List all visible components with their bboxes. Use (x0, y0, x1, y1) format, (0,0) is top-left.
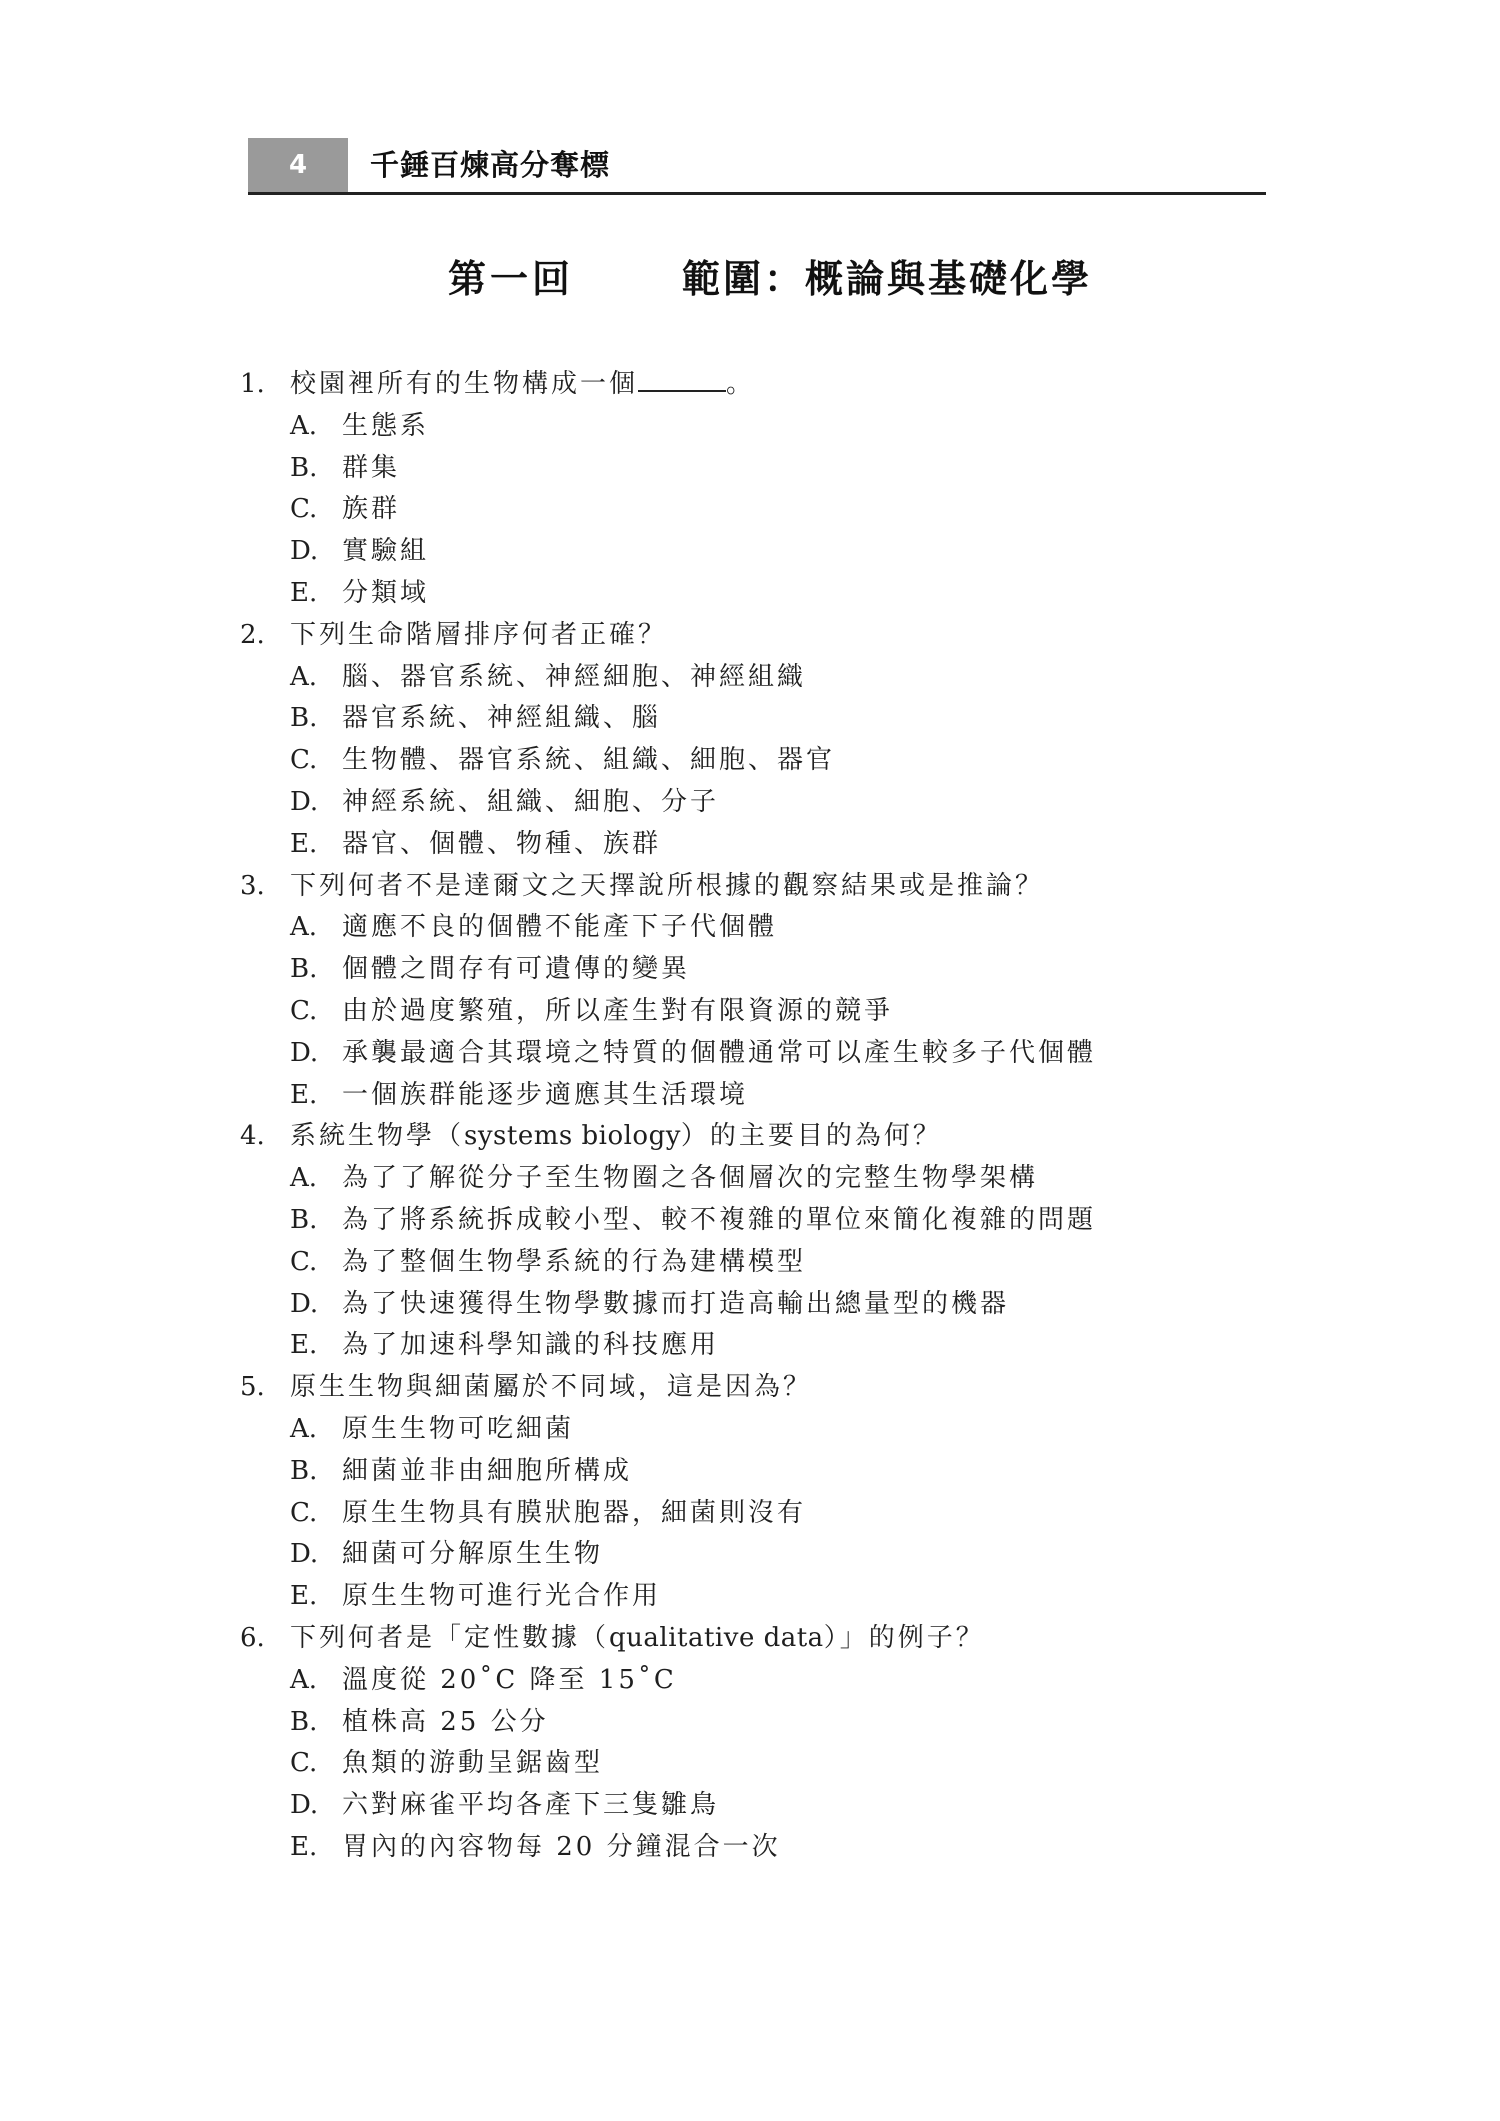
option-text: 承襲最適合其環境之特質的個體通常可以產生較多子代個體 (342, 1037, 1097, 1068)
option-d (240, 782, 1260, 824)
option-letter: C. (290, 1497, 318, 1528)
option-text: 植株高 25 公分 (342, 1706, 549, 1737)
option-text: 溫度從 20˚C 降至 15˚C (342, 1664, 677, 1695)
option-text: 器官、個體、物種、族群 (342, 828, 662, 859)
question-1 (240, 364, 1260, 615)
stem-text: 校園裡所有的生物構成一個 (290, 369, 639, 399)
fill-in-blank (638, 364, 726, 392)
running-header (248, 138, 1266, 192)
option-e (240, 1576, 1260, 1618)
question-stem (240, 866, 1260, 908)
question-4 (240, 1116, 1260, 1367)
option-letter: A. (290, 1163, 318, 1194)
option-text: 個體之間存有可遺傳的變異 (342, 954, 691, 985)
option-letter: A. (290, 1413, 318, 1444)
option-d (240, 1785, 1260, 1827)
question-3 (240, 866, 1260, 1117)
option-text: 神經系統、組織、細胞、分子 (342, 786, 720, 817)
question-list (240, 364, 1260, 1869)
header-rule (248, 192, 1266, 195)
question-5 (240, 1367, 1260, 1618)
option-letter: E. (290, 577, 318, 608)
question-stem (240, 1116, 1260, 1158)
option-c (240, 489, 1260, 531)
stem-latin-term: qualitative data (609, 1622, 824, 1653)
option-letter: D. (290, 1790, 319, 1821)
page-number: 4 (248, 138, 348, 192)
stem-text-end: ）的主要目的為何？ (680, 1121, 942, 1152)
option-letter: D. (290, 1288, 319, 1319)
option-letter: B. (290, 1706, 318, 1737)
option-letter: C. (290, 494, 318, 525)
stem-text: 系統生物學（ (290, 1121, 465, 1152)
stem-text: 下列何者是「定性數據（ (290, 1622, 610, 1653)
question-number: 2. (240, 619, 265, 650)
option-text: 腦、器官系統、神經細胞、神經組織 (342, 661, 807, 692)
option-text: 群集 (342, 452, 401, 483)
option-letter: A. (290, 410, 318, 441)
option-text: 為了加速科學知識的科技應用 (342, 1330, 720, 1361)
question-2 (240, 615, 1260, 866)
option-text: 胃內的內容物每 20 分鐘混合一次 (342, 1831, 781, 1862)
option-letter: E. (290, 1831, 318, 1862)
option-letter: D. (290, 1539, 319, 1570)
option-a (240, 907, 1260, 949)
option-letter: E. (290, 1330, 318, 1361)
option-text: 原生生物可進行光合作用 (342, 1581, 662, 1612)
stem-text: 下列何者不是達爾文之天擇說所根據的觀察結果或是推論？ (290, 870, 1045, 901)
option-d (240, 1534, 1260, 1576)
option-d (240, 1033, 1260, 1075)
option-c (240, 740, 1260, 782)
option-text: 為了快速獲得生物學數據而打造高輸出總量型的機器 (342, 1288, 1010, 1319)
option-b (240, 698, 1260, 740)
option-letter: D. (290, 536, 319, 567)
option-letter: B. (290, 1455, 318, 1486)
option-text: 由於過度繁殖，所以產生對有限資源的競爭 (342, 995, 894, 1026)
option-b (240, 1200, 1260, 1242)
option-d (240, 1284, 1260, 1326)
question-number: 3. (240, 870, 265, 901)
option-b (240, 448, 1260, 490)
option-d (240, 531, 1260, 573)
option-letter: D. (290, 786, 319, 817)
option-e (240, 573, 1260, 615)
question-6 (240, 1618, 1260, 1869)
chapter-heading (0, 248, 1500, 308)
option-c (240, 991, 1260, 1033)
option-e (240, 1827, 1260, 1869)
option-letter: B. (290, 1204, 318, 1235)
option-letter: E. (290, 828, 318, 859)
option-a (240, 1660, 1260, 1702)
question-stem (240, 615, 1260, 657)
stem-text-end: ）」的例子？ (823, 1622, 985, 1653)
question-number: 1. (240, 369, 265, 399)
option-letter: E. (290, 1079, 318, 1110)
option-a (240, 657, 1260, 699)
option-letter: E. (290, 1581, 318, 1612)
option-e (240, 824, 1260, 866)
option-letter: B. (290, 954, 318, 985)
option-text: 為了整個生物學系統的行為建構模型 (342, 1246, 807, 1277)
option-letter: A. (290, 1664, 318, 1695)
option-letter: B. (290, 703, 318, 734)
stem-text-end: 。 (726, 369, 756, 399)
option-text: 細菌並非由細胞所構成 (342, 1455, 633, 1486)
option-text: 原生生物可吃細菌 (342, 1413, 575, 1444)
option-c (240, 1493, 1260, 1535)
question-number: 6. (240, 1622, 265, 1653)
chapter-number: 第一回 (448, 257, 575, 301)
option-letter: C. (290, 745, 318, 776)
chapter-scope: 範圍：概論與基礎化學 (682, 257, 1093, 301)
option-text: 為了將系統拆成較小型、較不複雜的單位來簡化複雜的問題 (342, 1204, 1097, 1235)
option-letter: A. (290, 912, 318, 943)
option-text: 適應不良的個體不能產下子代個體 (342, 912, 778, 943)
option-b (240, 949, 1260, 991)
option-text: 原生生物具有膜狀胞器，細菌則沒有 (342, 1497, 807, 1528)
question-stem (240, 364, 1260, 406)
option-e (240, 1075, 1260, 1117)
option-letter: A. (290, 661, 318, 692)
option-c (240, 1242, 1260, 1284)
option-b (240, 1702, 1260, 1744)
option-letter: C. (290, 1246, 318, 1277)
option-text: 魚類的游動呈鋸齒型 (342, 1748, 604, 1779)
option-letter: B. (290, 452, 318, 483)
question-number: 5. (240, 1372, 265, 1403)
option-text: 生物體、器官系統、組織、細胞、器官 (342, 745, 836, 776)
option-text: 為了了解從分子至生物圈之各個層次的完整生物學架構 (342, 1163, 1039, 1194)
option-text: 六對麻雀平均各產下三隻雛鳥 (342, 1790, 720, 1821)
option-text: 實驗組 (342, 536, 430, 567)
question-number: 4. (240, 1121, 265, 1152)
option-b (240, 1451, 1260, 1493)
option-letter: C. (290, 995, 318, 1026)
option-a (240, 406, 1260, 448)
option-text: 族群 (342, 494, 401, 525)
stem-text: 下列生命階層排序何者正確？ (290, 619, 668, 650)
option-a (240, 1409, 1260, 1451)
option-letter: D. (290, 1037, 319, 1068)
question-stem (240, 1367, 1260, 1409)
option-c (240, 1743, 1260, 1785)
option-letter: C. (290, 1748, 318, 1779)
option-text: 細菌可分解原生生物 (342, 1539, 604, 1570)
stem-latin-term: systems biology (464, 1121, 681, 1152)
option-e (240, 1325, 1260, 1367)
option-a (240, 1158, 1260, 1200)
option-text: 生態系 (342, 410, 430, 441)
option-text: 一個族群能逐步適應其生活環境 (342, 1079, 749, 1110)
stem-text: 原生生物與細菌屬於不同域，這是因為？ (290, 1372, 813, 1403)
book-title: 千錘百煉高分奪標 (370, 148, 611, 182)
option-text: 分類域 (342, 577, 430, 608)
option-text: 器官系統、神經組織、腦 (342, 703, 662, 734)
question-stem (240, 1618, 1260, 1660)
